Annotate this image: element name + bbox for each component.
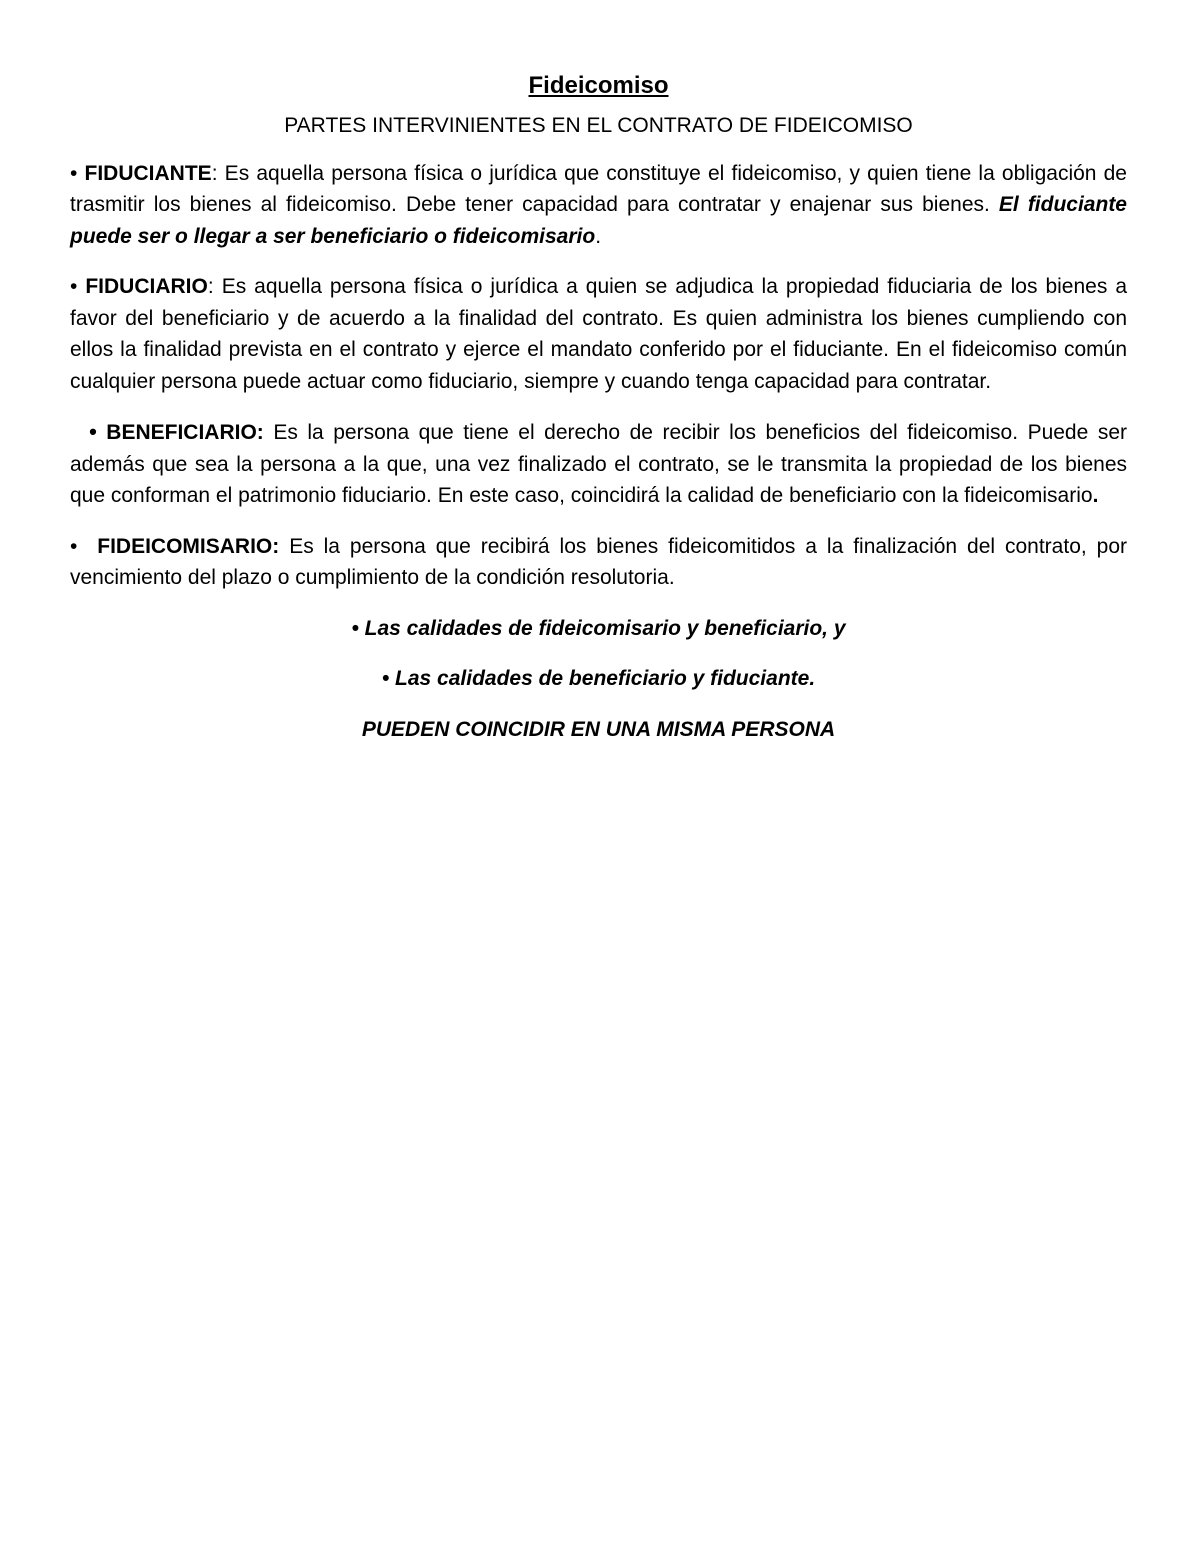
bullet: • [70, 275, 78, 298]
section-fideicomisario [70, 531, 1127, 594]
term-label: FIDUCIARIO [85, 275, 208, 298]
note-line: • Las calidades de fideicomisario y beneficiario, y [351, 616, 846, 640]
document-page [70, 68, 1127, 764]
term-label: FIDEICOMISARIO: [97, 534, 280, 558]
bullet: • [89, 419, 97, 444]
document-title: Fideicomiso [528, 72, 669, 99]
bullet: • [70, 534, 78, 558]
section-text: Es aquella persona física o jurídica a quien se adjudica la propiedad fiduciaria de los bienes a favor del beneficiario y de acuerdo a la finalidad del contrato. Es quien administra los bienes cumpliendo con ellos la finalidad prevista en el contrato y ejerce el mandato conferido por el fiduciante. En el fideicomiso común cualquier persona puede actuar como fiduciario, siempre y cuando tenga capacidad para contratar. [70, 275, 1128, 393]
section-text: Es la persona que tiene el derecho de recibir los beneficios del fideicomiso. Puede ser además que sea la persona a la que, una vez finalizado el contrato, se le transmita la propiedad de los bienes que conforman el patrimonio fiduciario. En este caso, coincidirá la calidad de beneficiario con la fideicomisario [70, 421, 1127, 507]
section-fiduciario [70, 271, 1127, 397]
term-label: BENEFICIARIO: [106, 421, 264, 444]
note-line: • Las calidades de beneficiario y fiduciante. [381, 667, 816, 690]
section-text: Es la persona que recibirá los bienes fideicomitidos a la finalización del contrato, por vencimiento del plazo o cumplimiento de la condición resolutoria. [70, 534, 1127, 589]
term-separator: : [207, 275, 214, 298]
section-beneficiario [70, 416, 1127, 512]
note-conclusion: PUEDEN COINCIDIR EN UNA MISMA PERSONA [361, 717, 836, 741]
term-label: FIDUCIANTE [84, 161, 212, 185]
section-emphasis: El fiduciante puede ser o llegar a ser beneficiario o fideicomisario [70, 193, 1127, 248]
term-separator: : [211, 161, 218, 185]
bullet: • [70, 161, 78, 185]
section-fiduciante [70, 158, 1127, 253]
section-text: Es aquella persona física o jurídica que constituye el fideicomiso, y quien tiene la obligación de trasmitir los bienes al fideicomiso. Debe tener capacidad para contratar y enajenar sus bienes. [70, 161, 1127, 216]
section-end: . [595, 224, 602, 248]
document-subtitle: PARTES INTERVINIENTES EN EL CONTRATO DE FIDEICOMISO [284, 114, 913, 137]
section-end: . [1092, 484, 1099, 507]
